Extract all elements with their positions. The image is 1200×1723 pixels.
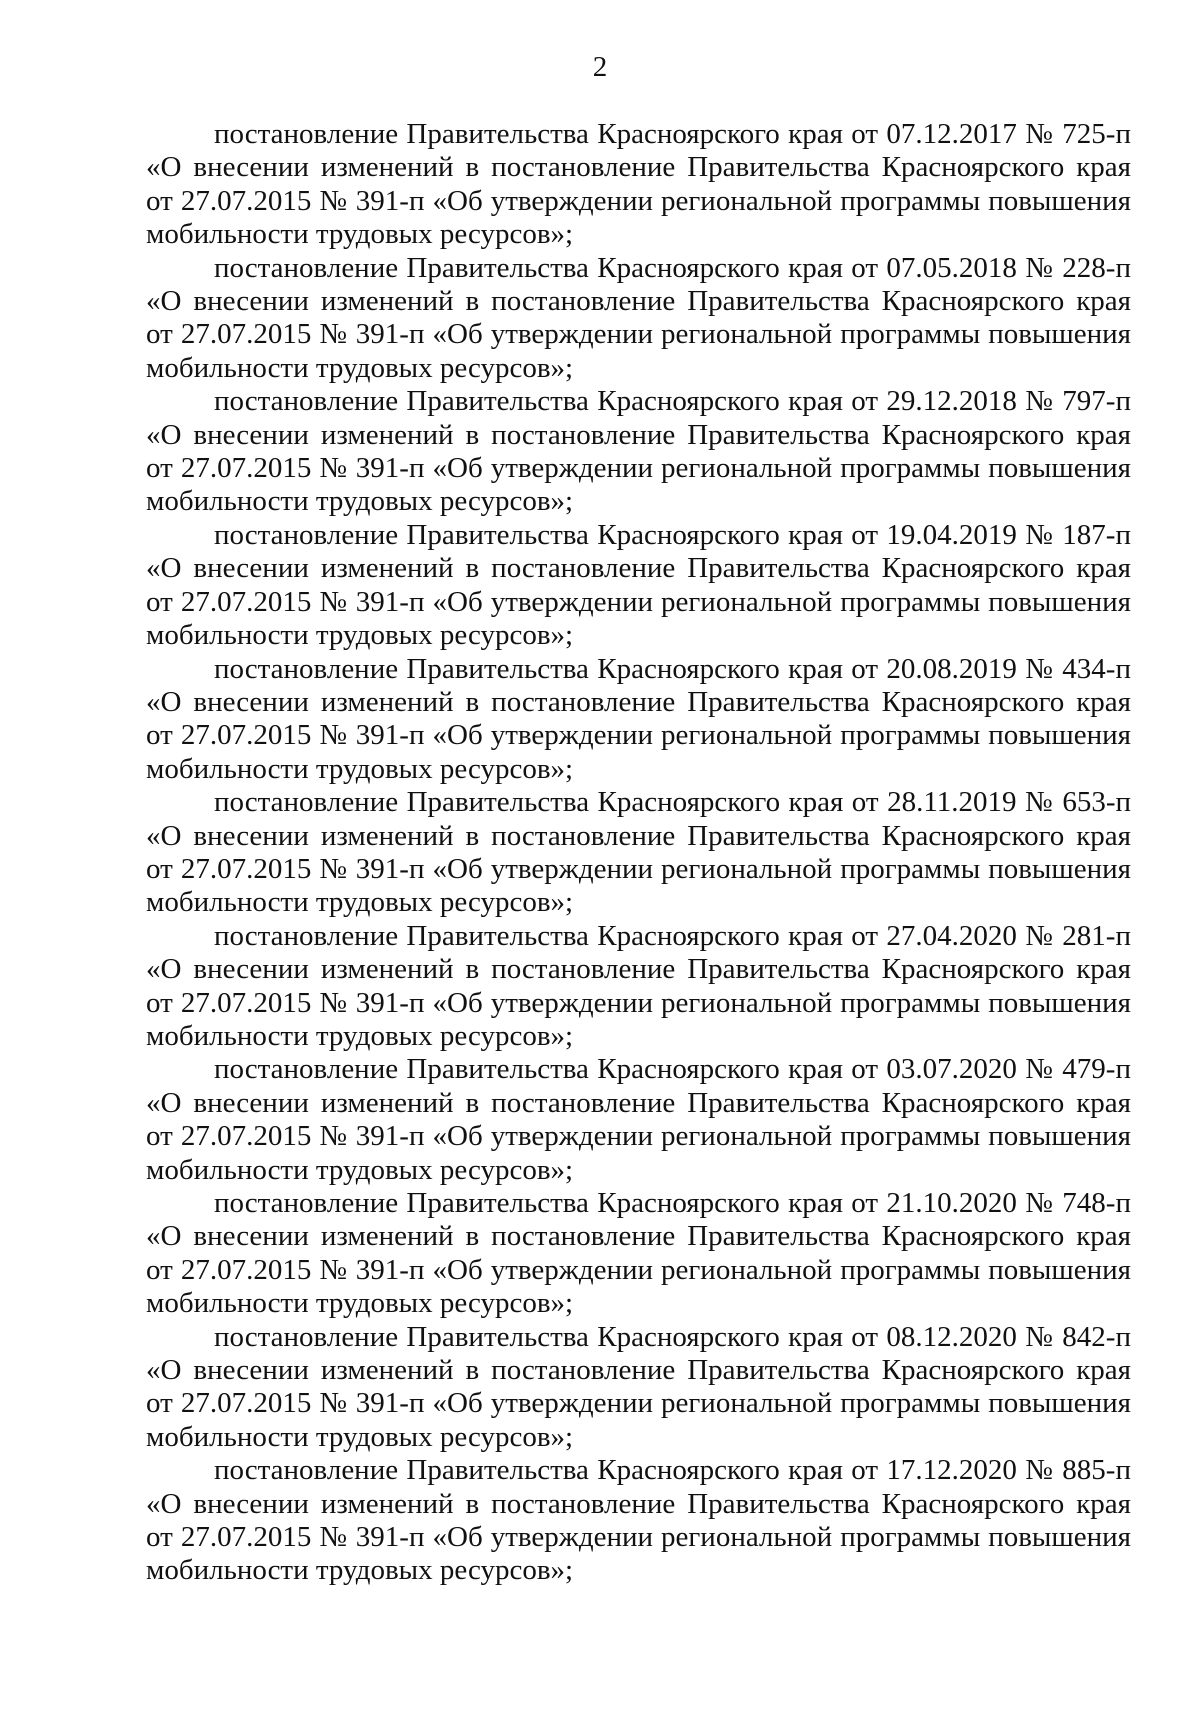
entry-line-1: постановление Правительства Красноярского края от 07.12.2017 № 725-п — [214, 118, 1131, 150]
entry-line-4: мобильности трудовых ресурсов»; — [146, 1153, 574, 1186]
entry-line-1: постановление Правительства Красноярского края от 03.07.2020 № 479-п — [214, 1053, 1131, 1086]
entry-line-4: мобильности трудовых ресурсов»; — [146, 1019, 574, 1052]
entry-line-1: постановление Правительства Красноярского края от 20.08.2019 № 434-п — [214, 652, 1131, 685]
entry-line-4: мобильности трудовых ресурсов»; — [146, 886, 574, 919]
list-item — [146, 920, 1131, 1054]
entry-line-3: от 27.07.2015 № 391-п «Об утверждении региональной программы повышения — [146, 1387, 1131, 1420]
entry-line-1: постановление Правительства Красноярского края от 07.05.2018 № 228-п — [214, 251, 1131, 284]
entry-line-3: от 27.07.2015 № 391-п «Об утверждении региональной программы повышения — [146, 184, 1131, 217]
entry-line-4: мобильности трудовых ресурсов»; — [146, 619, 574, 652]
entry-line-1: постановление Правительства Красноярского края от 28.11.2019 № 653-п — [214, 786, 1131, 819]
entry-line-2: «О внесении изменений в постановление Правительства Красноярского края — [146, 1487, 1131, 1520]
list-item — [146, 519, 1131, 653]
entry-line-3: от 27.07.2015 № 391-п «Об утверждении региональной программы повышения — [146, 986, 1131, 1019]
entry-line-2: «О внесении изменений в постановление Правительства Красноярского края — [146, 1354, 1131, 1387]
entry-line-1: постановление Правительства Красноярского края от 19.04.2019 № 187-п — [214, 518, 1131, 551]
entry-line-4: мобильности трудовых ресурсов»; — [146, 1420, 574, 1453]
list-item — [146, 1454, 1131, 1588]
entry-line-4: мобильности трудовых ресурсов»; — [146, 1554, 574, 1587]
entry-line-2: «О внесении изменений в постановление Правительства Красноярского края — [146, 819, 1131, 852]
list-item — [146, 1321, 1131, 1455]
entry-line-2: «О внесении изменений в постановление Правительства Красноярского края — [146, 552, 1131, 585]
entry-line-1: постановление Правительства Красноярского края от 21.10.2020 № 748-п — [214, 1187, 1131, 1219]
list-item — [146, 252, 1131, 386]
entry-line-1: постановление Правительства Красноярского края от 29.12.2018 № 797-п — [214, 385, 1131, 418]
list-item — [146, 786, 1131, 920]
entry-line-4: мобильности трудовых ресурсов»; — [146, 752, 574, 785]
list-item — [146, 1187, 1131, 1321]
entry-line-3: от 27.07.2015 № 391-п «Об утверждении региональной программы повышения — [146, 1521, 1131, 1554]
list-item — [146, 118, 1131, 252]
entry-line-2: «О внесении изменений в постановление Правительства Красноярского края — [146, 285, 1131, 318]
entry-line-3: от 27.07.2015 № 391-п «Об утверждении региональной программы повышения — [146, 318, 1131, 351]
entry-line-4: мобильности трудовых ресурсов»; — [146, 485, 574, 518]
entry-line-4: мобильности трудовых ресурсов»; — [146, 218, 574, 251]
list-item — [146, 385, 1131, 519]
list-item — [146, 653, 1131, 787]
page-number: 2 — [592, 51, 608, 83]
entry-line-2: «О внесении изменений в постановление Правительства Красноярского края — [146, 151, 1131, 184]
document-body — [146, 118, 1131, 1588]
entry-line-2: «О внесении изменений в постановление Правительства Красноярского края — [146, 418, 1131, 451]
entry-line-3: от 27.07.2015 № 391-п «Об утверждении региональной программы повышения — [146, 452, 1131, 485]
entry-line-3: от 27.07.2015 № 391-п «Об утверждении региональной программы повышения — [146, 1120, 1131, 1153]
entry-line-3: от 27.07.2015 № 391-п «Об утверждении региональной программы повышения — [146, 585, 1131, 618]
entry-line-1: постановление Правительства Красноярского края от 27.04.2020 № 281-п — [214, 919, 1131, 952]
entry-line-1: постановление Правительства Красноярского края от 08.12.2020 № 842-п — [214, 1320, 1131, 1353]
entry-line-2: «О внесении изменений в постановление Правительства Красноярского края — [146, 1220, 1131, 1253]
entry-line-1: постановление Правительства Красноярского края от 17.12.2020 № 885-п — [214, 1454, 1131, 1487]
entry-line-2: «О внесении изменений в постановление Правительства Красноярского края — [146, 685, 1131, 718]
entry-line-3: от 27.07.2015 № 391-п «Об утверждении региональной программы повышения — [146, 719, 1131, 752]
entry-line-4: мобильности трудовых ресурсов»; — [146, 1287, 574, 1320]
entry-line-3: от 27.07.2015 № 391-п «Об утверждении региональной программы повышения — [146, 1253, 1131, 1286]
entry-line-2: «О внесении изменений в постановление Правительства Красноярского края — [146, 1086, 1131, 1119]
entry-line-3: от 27.07.2015 № 391-п «Об утверждении региональной программы повышения — [146, 852, 1131, 885]
entry-line-2: «О внесении изменений в постановление Правительства Красноярского края — [146, 953, 1131, 986]
list-item — [146, 1053, 1131, 1187]
entry-line-4: мобильности трудовых ресурсов»; — [146, 351, 574, 384]
